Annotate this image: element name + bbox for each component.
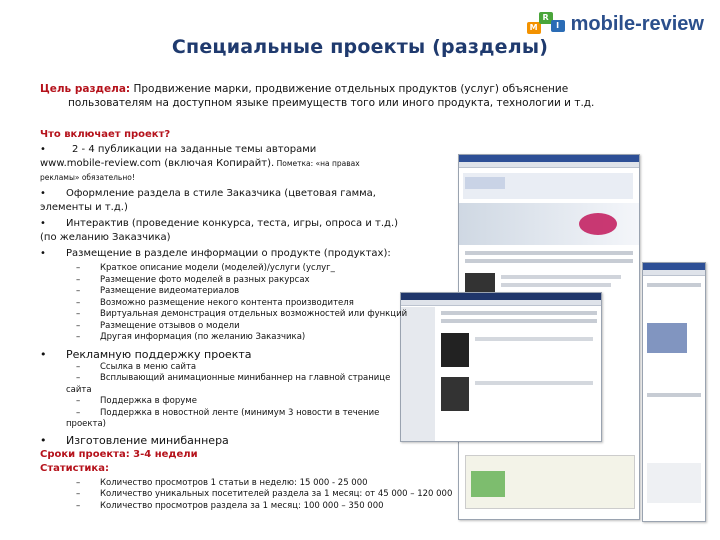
item-publications-note-2: рекламы» обязательно! [40,173,135,182]
support-menu-link: Ссылка в меню сайта [100,361,197,372]
item-interactive: Интерактив (проведение конкурса, теста, игры, опроса и т.д.) [66,218,399,229]
goal-paragraph [40,82,680,110]
goal-text-2: пользователям на доступном языке преимуществ того или иного продукта, технологии и т.д. [68,97,595,109]
item-design-2: элементы и т.д.) [40,202,128,213]
logo-letter-r: R [539,12,553,24]
item-publications: 2 - 4 публикации на заданные темы авторами [72,144,317,155]
banner-heading: Изготовление минибаннера [66,433,229,447]
item-product-info: Размещение в разделе информации о продукте (продуктах): [66,248,391,259]
item-interactive-2: (по желанию Заказчика) [40,232,171,243]
goal-text-1: Продвижение марки, продвижение отдельных продуктов (услуг) объяснение [130,83,569,95]
support-news-2: проекта) [66,419,106,429]
list-item: Возможно размещение некого контента производителя [100,297,354,308]
goal-label: Цель раздела: [40,83,131,95]
logo-letter-i: I [551,20,565,32]
includes-heading: Что включает проект? [40,129,171,140]
terms-label: Сроки проекта: [40,448,130,460]
product-info-list: – Краткое описание модели (моделей)/услуги (услуг_ – Размещение фото моделей в разных ракурсах – Размещение видеоматериалов – Возможно размещение некого контента производителя – Виртуальная демонстрация отдельных возможностей или функций – Размещение отзывов о модели – Другая информация (по желанию Заказчика) [76,263,408,342]
list-item: Виртуальная демонстрация отдельных возможностей или функций [100,309,408,319]
logo-text: mobile-review [570,12,704,35]
list-item: Размещение видеоматериалов [100,286,240,296]
item-publications-note: Пометка: «на правах [274,159,360,168]
bullet-1: • [40,144,46,155]
stats-item: Количество уникальных посетителей раздела за 1 месяц: от 45 000 – 120 000 [100,489,453,499]
logo-mark-icon [527,10,567,38]
stats-list: – Количество просмотров 1 статьи в неделю: 15 000 - 25 000 – Количество уникальных посетителей раздела за 1 месяц: от 45 000 – 120 000 – Количество просмотров раздела за 1 месяц: 100 000 – 350 000 [76,477,453,511]
page-title: Специальные проекты (разделы) [171,36,549,58]
support-mini-banner: Всплывающий анимационные минибаннер на главной странице [100,373,391,383]
stats-heading: Статистика: [40,462,109,474]
logo-letter-m: M [527,22,541,34]
item-publications-2: www.mobile-review.com (включая Копирайт). [40,158,275,169]
terms-value: 3-4 недели [129,448,198,460]
project-contents: Что включает проект? • 2 - 4 публикации на заданные темы авторами www.mobile-review.com (включая Копирайт). Пометка: «на правах рекламы» обязательно! • Оформление раздела в стиле Заказчика (цветовая гамма, элементы и т.д.) • Интерактив (проведение конкурса, теста, игры, опроса и т.д.) (по желанию Заказчика) • Размещение в разделе информации о продукте (продуктах): – Краткое описание модели (моделей)/услуги (услуг_ – Размещение фото моделей в разных ракурсах – Размещение видеоматериалов – Возможно размещение некого контента производителя – Виртуальная демонстрация отдельных возможностей или функций – Размещение отзывов о модели – Другая информация (по желанию Заказчика) • Рекламную поддержку проекта – Ссылка в меню сайта – Всплывающий анимационные минибаннер на главной странице сайта – Поддержка в форуме – Поддержка в новостной ленте (минимум 3 новости в течение проекта) • Изготовление минибаннера Сроки проекта: 3-4 недели Статистика: – Количество просмотров 1 статьи в неделю: 15 000 - 25 000 – Количество уникальных посетителей раздела за 1 месяц: от 45 000 – 120 000 – Количество просмотров раздела за 1 месяц: 100 000 – 350 000 [40,129,453,511]
screenshot-forum-section [400,292,602,442]
stats-item: Количество просмотров 1 статьи в неделю: 15 000 - 25 000 [100,477,368,488]
list-item: Размещение отзывов о модели [100,320,240,331]
support-mini-banner-2: сайта [66,384,92,395]
mobile-review-logo [527,10,704,38]
list-item: Другая информация (по желанию Заказчика) [100,332,306,342]
list-item: Размещение фото моделей в разных ракурсах [100,274,310,285]
screenshot-main-page [642,262,706,522]
stats-item: Количество просмотров раздела за 1 месяц: 100 000 – 350 000 [100,500,384,511]
list-item: Краткое описание модели (моделей)/услуги (услуг_ [100,263,335,273]
support-forum: Поддержка в форуме [100,396,197,406]
support-heading: Рекламную поддержку проекта [66,347,252,361]
item-design: Оформление раздела в стиле Заказчика (цветовая гамма, [66,188,376,199]
support-news: Поддержка в новостной ленте (минимум 3 новости в течение [100,407,380,418]
